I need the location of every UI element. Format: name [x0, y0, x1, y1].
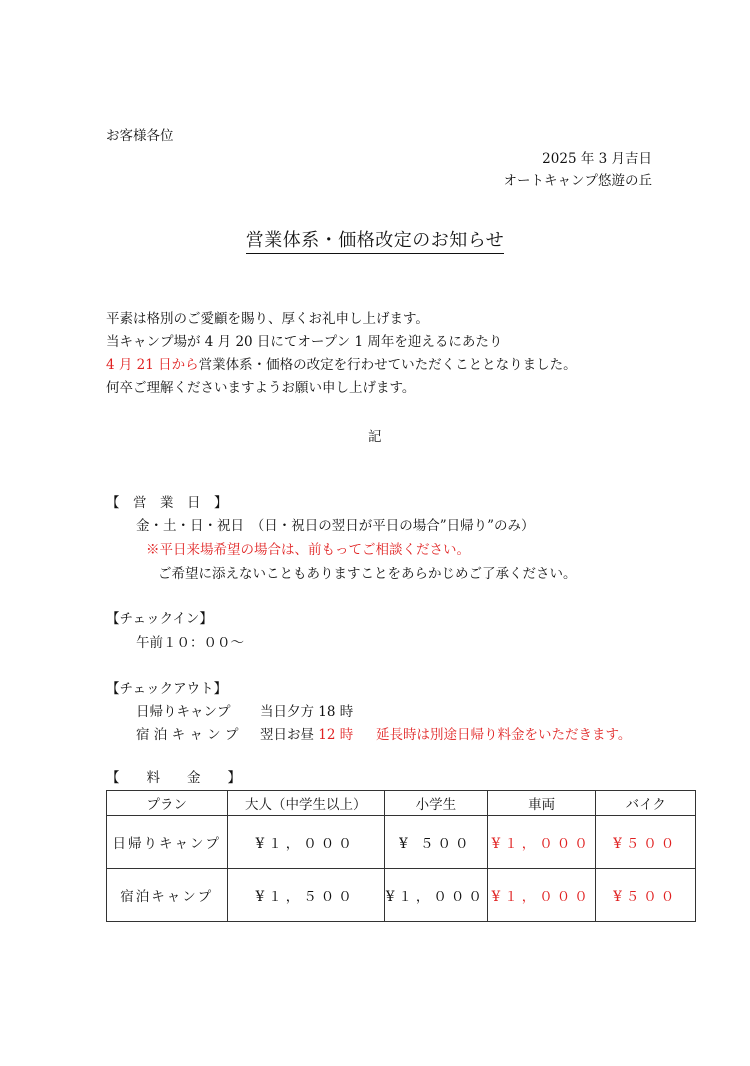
ki-heading: 記	[368, 429, 382, 445]
intro-line-1: 平素は格別のご愛顧を賜り、厚くお礼申し上げます。	[106, 311, 429, 327]
weekday-note: ※平日来場希望の場合は、前もってご相談ください。	[146, 542, 470, 558]
date: 2025 年 3 月吉日	[542, 151, 652, 167]
col-bike: バイク	[596, 791, 696, 816]
checkout-stay-label: 宿 泊 キ ャ ン プ	[136, 727, 239, 743]
checkout-day-label: 日帰りキャンプ	[136, 704, 231, 720]
intro-line-2: 当キャンプ場が 4 月 20 日にてオープン 1 周年を迎えるにあたり	[106, 334, 503, 350]
col-plan: プラン	[107, 791, 228, 816]
vehicle-price: ¥１，０００	[487, 869, 596, 922]
intro-line-4: 何卒ご理解くださいますようお願い申し上げます。	[106, 380, 416, 396]
extension-note: 延長時は別途日帰り料金をいただきます。	[376, 727, 632, 743]
price-heading: 【 料 金 】	[106, 770, 241, 786]
adult-price: ¥１，５００	[227, 869, 384, 922]
bike-price: ¥５００	[596, 869, 696, 922]
plan-name: 宿泊キャンプ	[107, 869, 228, 922]
vehicle-price: ¥１，０００	[487, 816, 596, 869]
adult-price: ¥１，０００	[227, 816, 384, 869]
bike-price: ¥５００	[596, 816, 696, 869]
sender: オートキャンプ悠遊の丘	[503, 173, 652, 189]
checkin-time: 午前１０：００～	[136, 635, 244, 651]
checkout-heading: 【チェックアウト】	[106, 681, 228, 697]
document-title-text: 営業体系・価格改定のお知らせ	[246, 230, 504, 254]
document-title	[0, 229, 750, 253]
col-child: 小学生	[384, 791, 487, 816]
checkout-stay-prefix: 翌日お昼	[260, 727, 314, 743]
recipient: お客様各位	[106, 128, 174, 144]
price-table-header	[107, 791, 696, 816]
plan-name: 日帰りキャンプ	[107, 816, 228, 869]
table-row	[107, 869, 696, 922]
col-adult: 大人（中学生以上）	[227, 791, 384, 816]
price-table	[106, 790, 696, 922]
child-price: ¥１，０００	[384, 869, 487, 922]
col-vehicle: 車両	[487, 791, 596, 816]
intro-line-3-rest: 営業体系・価格の改定を行わせていただくこととなりました。	[198, 357, 577, 373]
intro-line-3	[106, 356, 577, 374]
table-row	[107, 816, 696, 869]
business-days: 金・土・日・祝日 （日・祝日の翌日が平日の場合”日帰り”のみ）	[136, 518, 535, 534]
effective-date: 4 月 21 日から	[106, 357, 199, 373]
checkout-stay-time	[260, 726, 353, 744]
checkout-day-time: 当日夕方 18 時	[260, 704, 354, 720]
checkin-heading: 【チェックイン】	[106, 611, 213, 627]
child-price: ¥ ５００	[384, 816, 487, 869]
acceptance-note: ご希望に添えないこともありますことをあらかじめご了承ください。	[158, 566, 577, 582]
business-days-heading: 【 営 業 日 】	[106, 495, 228, 511]
checkout-stay-hour: 12 時	[318, 727, 354, 743]
